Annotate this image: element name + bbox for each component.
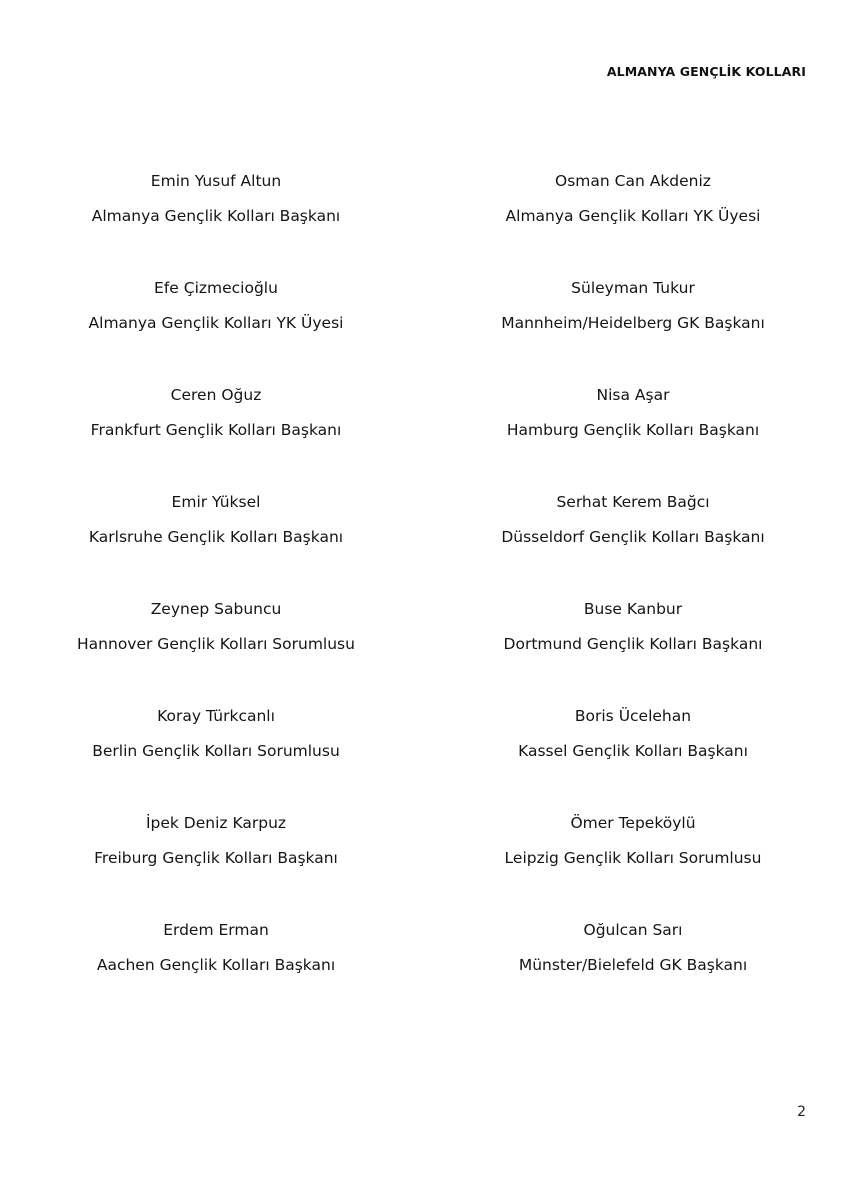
document-header-title: ALMANYA GENÇLİK KOLLARI — [606, 64, 806, 79]
member-name: Ömer Tepeköylü — [570, 814, 696, 832]
member-name: Oğulcan Sarı — [583, 921, 683, 939]
member-name: İpek Deniz Karpuz — [145, 814, 287, 832]
member-role: Almanya Gençlik Kolları Başkanı — [91, 207, 341, 225]
member-row — [0, 812, 848, 919]
member-row — [0, 491, 848, 598]
member-row — [0, 705, 848, 812]
member-row — [0, 598, 848, 705]
member-role: Hannover Gençlik Kolları Sorumlusu — [77, 635, 355, 653]
member-entry — [483, 170, 783, 227]
member-name: Osman Can Akdeniz — [555, 172, 711, 190]
member-name: Emir Yüksel — [171, 493, 261, 511]
member-entry — [483, 491, 783, 548]
member-name: Serhat Kerem Bağcı — [556, 493, 710, 511]
member-name: Zeynep Sabuncu — [150, 600, 282, 618]
member-entry — [66, 919, 366, 976]
member-role: Hamburg Gençlik Kolları Başkanı — [506, 421, 760, 439]
member-entry — [483, 705, 783, 762]
member-role: Mannheim/Heidelberg GK Başkanı — [501, 314, 765, 332]
member-role: Leipzig Gençlik Kolları Sorumlusu — [504, 849, 762, 867]
member-row — [0, 384, 848, 491]
member-entry — [66, 491, 366, 548]
member-entry — [66, 598, 366, 655]
member-name: Süleyman Tukur — [571, 279, 695, 297]
member-name: Koray Türkcanlı — [157, 707, 275, 725]
member-name: Buse Kanbur — [583, 600, 683, 618]
member-role: Aachen Gençlik Kolları Başkanı — [96, 956, 336, 974]
member-entry — [483, 598, 783, 655]
member-entry — [66, 277, 366, 334]
member-entry — [483, 277, 783, 334]
member-role: Frankfurt Gençlik Kolları Başkanı — [90, 421, 342, 439]
member-name: Emin Yusuf Altun — [150, 172, 282, 190]
member-name: Nisa Aşar — [596, 386, 670, 404]
member-entry — [66, 812, 366, 869]
member-entry — [66, 705, 366, 762]
member-entry — [483, 919, 783, 976]
member-entry — [66, 170, 366, 227]
member-row — [0, 919, 848, 1026]
member-row — [0, 170, 848, 277]
member-role: Freiburg Gençlik Kolları Başkanı — [94, 849, 338, 867]
member-row — [0, 277, 848, 384]
page-number: 2 — [797, 1104, 806, 1120]
member-role: Karlsruhe Gençlik Kolları Başkanı — [88, 528, 344, 546]
member-name: Ceren Oğuz — [170, 386, 262, 404]
member-role: Münster/Bielefeld GK Başkanı — [518, 956, 748, 974]
member-name: Erdem Erman — [163, 921, 269, 939]
member-role: Almanya Gençlik Kolları YK Üyesi — [88, 314, 344, 332]
member-entry — [66, 384, 366, 441]
member-list — [0, 170, 848, 1026]
member-name: Efe Çizmecioğlu — [154, 279, 278, 297]
member-role: Berlin Gençlik Kolları Sorumlusu — [92, 742, 340, 760]
member-entry — [483, 384, 783, 441]
member-role: Kassel Gençlik Kolları Başkanı — [518, 742, 748, 760]
member-role: Düsseldorf Gençlik Kolları Başkanı — [501, 528, 765, 546]
member-role: Almanya Gençlik Kolları YK Üyesi — [505, 207, 761, 225]
member-role: Dortmund Gençlik Kolları Başkanı — [503, 635, 763, 653]
member-entry — [483, 812, 783, 869]
member-name: Boris Ücelehan — [574, 707, 692, 725]
